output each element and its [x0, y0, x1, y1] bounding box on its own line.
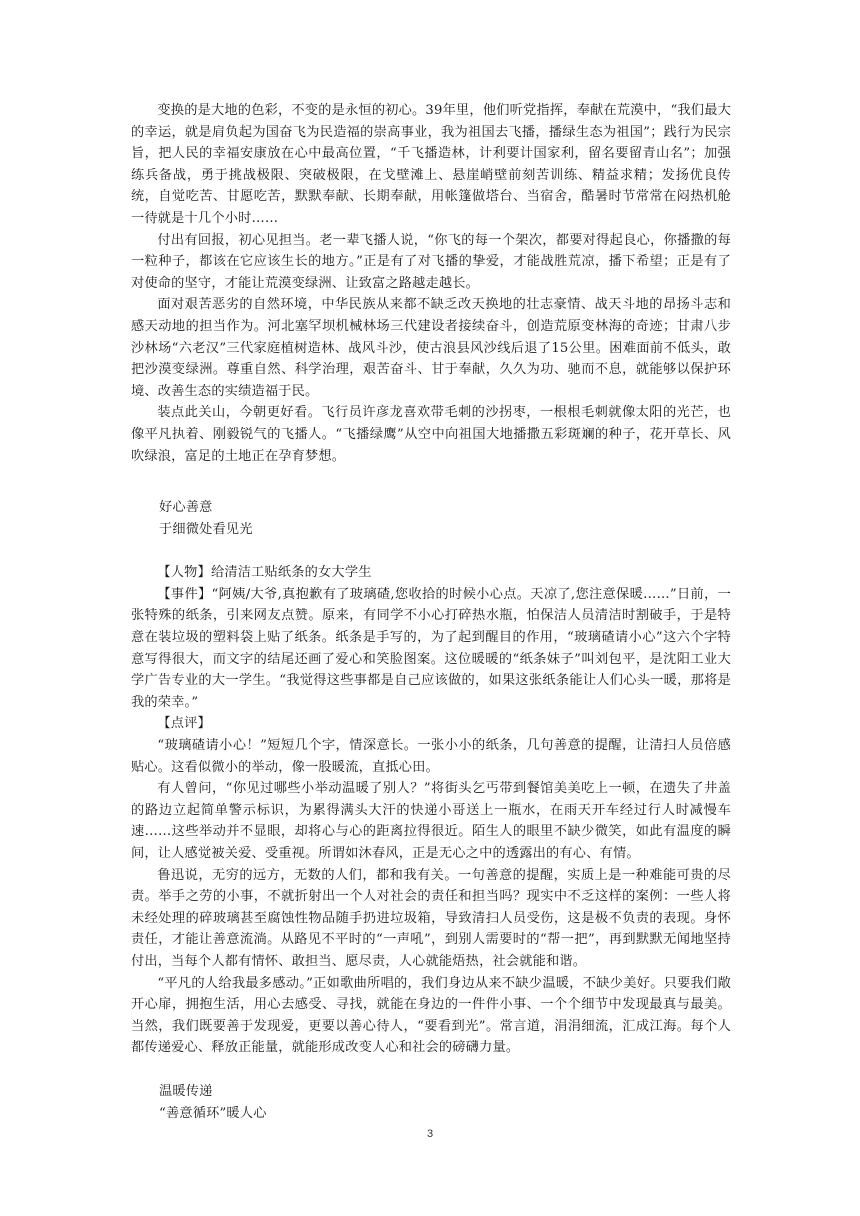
paragraph: “平凡的人给我最多感动。”正如歌曲所唱的，我们身边从来不缺少温暖，不缺少美好。只要我们敞开心扉，拥抱生活，用心去感受、寻找，就能在身边的一件件小事、一个个细节中发现最真与最美。当然，我们既要善于发现爱，更要以善心待人，“要看到光”。常言道，涓涓细流，汇成江海。每个人都传递爱心、释放正能量，就能形成改变人心和社会的磅礴力量。	[131, 975, 731, 1056]
paragraph: 装点此关山，今朝更好看。飞行员许彦龙喜欢带毛刺的沙拐枣，一根根毛刺就像太阳的光芒，也像平凡执着、刚毅锐气的飞播人。“飞播绿鹰”从空中向祖国大地播撒五彩斑斓的种子，花开草长、风吹绿浪，富足的土地正在孕育梦想。	[131, 405, 731, 464]
section-warmth	[131, 1081, 731, 1124]
paragraph: 面对艰苦恶劣的自然环境，中华民族从来都不缺乏改天换地的壮志豪情、战天斗地的昂扬斗志和感天动地的担当作为。河北塞罕坝机械林场三代建设者接续奋斗，创造荒原变林海的奇迹；甘肃八步沙林场“六老汉”三代家庭植树造林、战风斗沙，使古浪县风沙线后退了15公里。困难面前不低头，敢把沙漠变绿洲。尊重自然、科学治理，艰苦奋斗、甘于奉献，久久为功、驰而不息，就能够以保护环境、改善生态的实绩造福于民。	[131, 297, 731, 399]
page-number: 3	[426, 1128, 434, 1140]
person-line: 【人物】给清洁工贴纸条的女大学生	[157, 565, 372, 581]
paragraph: 付出有回报，初心见担当。老一辈飞播人说，“你飞的每一个架次，都要对得起良心，你播撒的每一粒种子，都该在它应该生长的地方。”正是有了对飞播的挚爱，才能战胜荒凉，播下希望；正是有了对使命的坚守，才能让荒漠变绿洲、让致富之路越走越长。	[131, 232, 731, 291]
section-kindness	[131, 497, 731, 1059]
document-body	[131, 100, 731, 1124]
event-paragraph: 【事件】“阿姨/大爷,真抱歉有了玻璃碴,您收拾的时候小心点。天凉了,您注意保暖……”日前，一张特殊的纸条，引来网友点赞。原来，有同学不小心打碎热水瓶，怕保洁人员清洁时割破手，于是特意在装垃圾的塑料袋上贴了纸条。纸条是手写的，为了起到醒目的作用，“玻璃碴请小心”这六个字特意写得很大，而文字的结尾还画了爱心和笑脸图案。这位暖暖的“纸条妹子”叫刘包平，是沈阳工业大学广告专业的大一学生。“我觉得这些事都是自己应该做的，如果这张纸条能让人们心头一暖，那将是我的荣幸。”	[131, 586, 731, 710]
section-heading: 好心善意	[159, 500, 213, 516]
paragraph: 变换的是大地的色彩，不变的是永恒的初心。39年里，他们听党指挥，奉献在荒漠中，“我们最大的幸运，就是肩负起为国奋飞为民造福的崇高事业，我为祖国去飞播，播绿生态为祖国”；践行为民宗旨，把人民的幸福安康放在心中最高位置，“千飞播造林，计利要计国家利，留名要留青山名”；加强练兵备战，勇于挑战极限、突破极限，在戈壁滩上、悬崖峭壁前刻苦训练、精益求精；发扬优良传统，自觉吃苦、甘愿吃苦，默默奉献、长期奉献，用帐篷做塔台、当宿舍，酷暑时节常常在闷热机舱一待就是十几个小时……	[131, 103, 731, 226]
section-heading: 温暖传递	[159, 1083, 213, 1099]
paragraph: “玻璃碴请小心！”短短几个字，情深意长。一张小小的纸条，几句善意的提醒，让清扫人员倍感贴心。这看似微小的举动，像一股暖流，直抵心田。	[131, 738, 731, 775]
section-flying-seeding	[131, 100, 731, 467]
section-subheading: 于细微处看见光	[159, 521, 253, 537]
section-subheading: “善意循环”暖人心	[159, 1105, 267, 1121]
paragraph: 鲁迅说，无穷的远方，无数的人们，都和我有关。一句善意的提醒，实质上是一种难能可贵的尽责。举手之劳的小事，不就折射出一个人对社会的责任和担当吗？现实中不乏这样的案例：一些人将未经处理的碎玻璃甚至腐蚀性物品随手扔进垃圾箱，导致清扫人员受伤，这是极不负责的表现。身怀责任，才能让善意流淌。从路见不平时的“一声吼”，到别人需要时的“帮一把”，再到默默无闻地坚持付出，当每个人都有情怀、敢担当、愿尽责，人心就能焐热，社会就能和谐。	[131, 867, 731, 969]
comment-label: 【点评】	[157, 716, 211, 732]
paragraph: 有人曾问，“你见过哪些小举动温暖了别人？”将街头乞丐带到餐馆美美吃上一顿，在遗失了井盖的路边立起简单警示标识，为累得满头大汗的快递小哥送上一瓶水，在雨天开车经过行人时减慢车速……这些举动并不显眼，却将心与心的距离拉得很近。陌生人的眼里不缺少微笑，如此有温度的瞬间，让人感觉被关爱、受重视。所谓如沐春风，正是无心之中的透露出的有心、有情。	[131, 781, 731, 861]
